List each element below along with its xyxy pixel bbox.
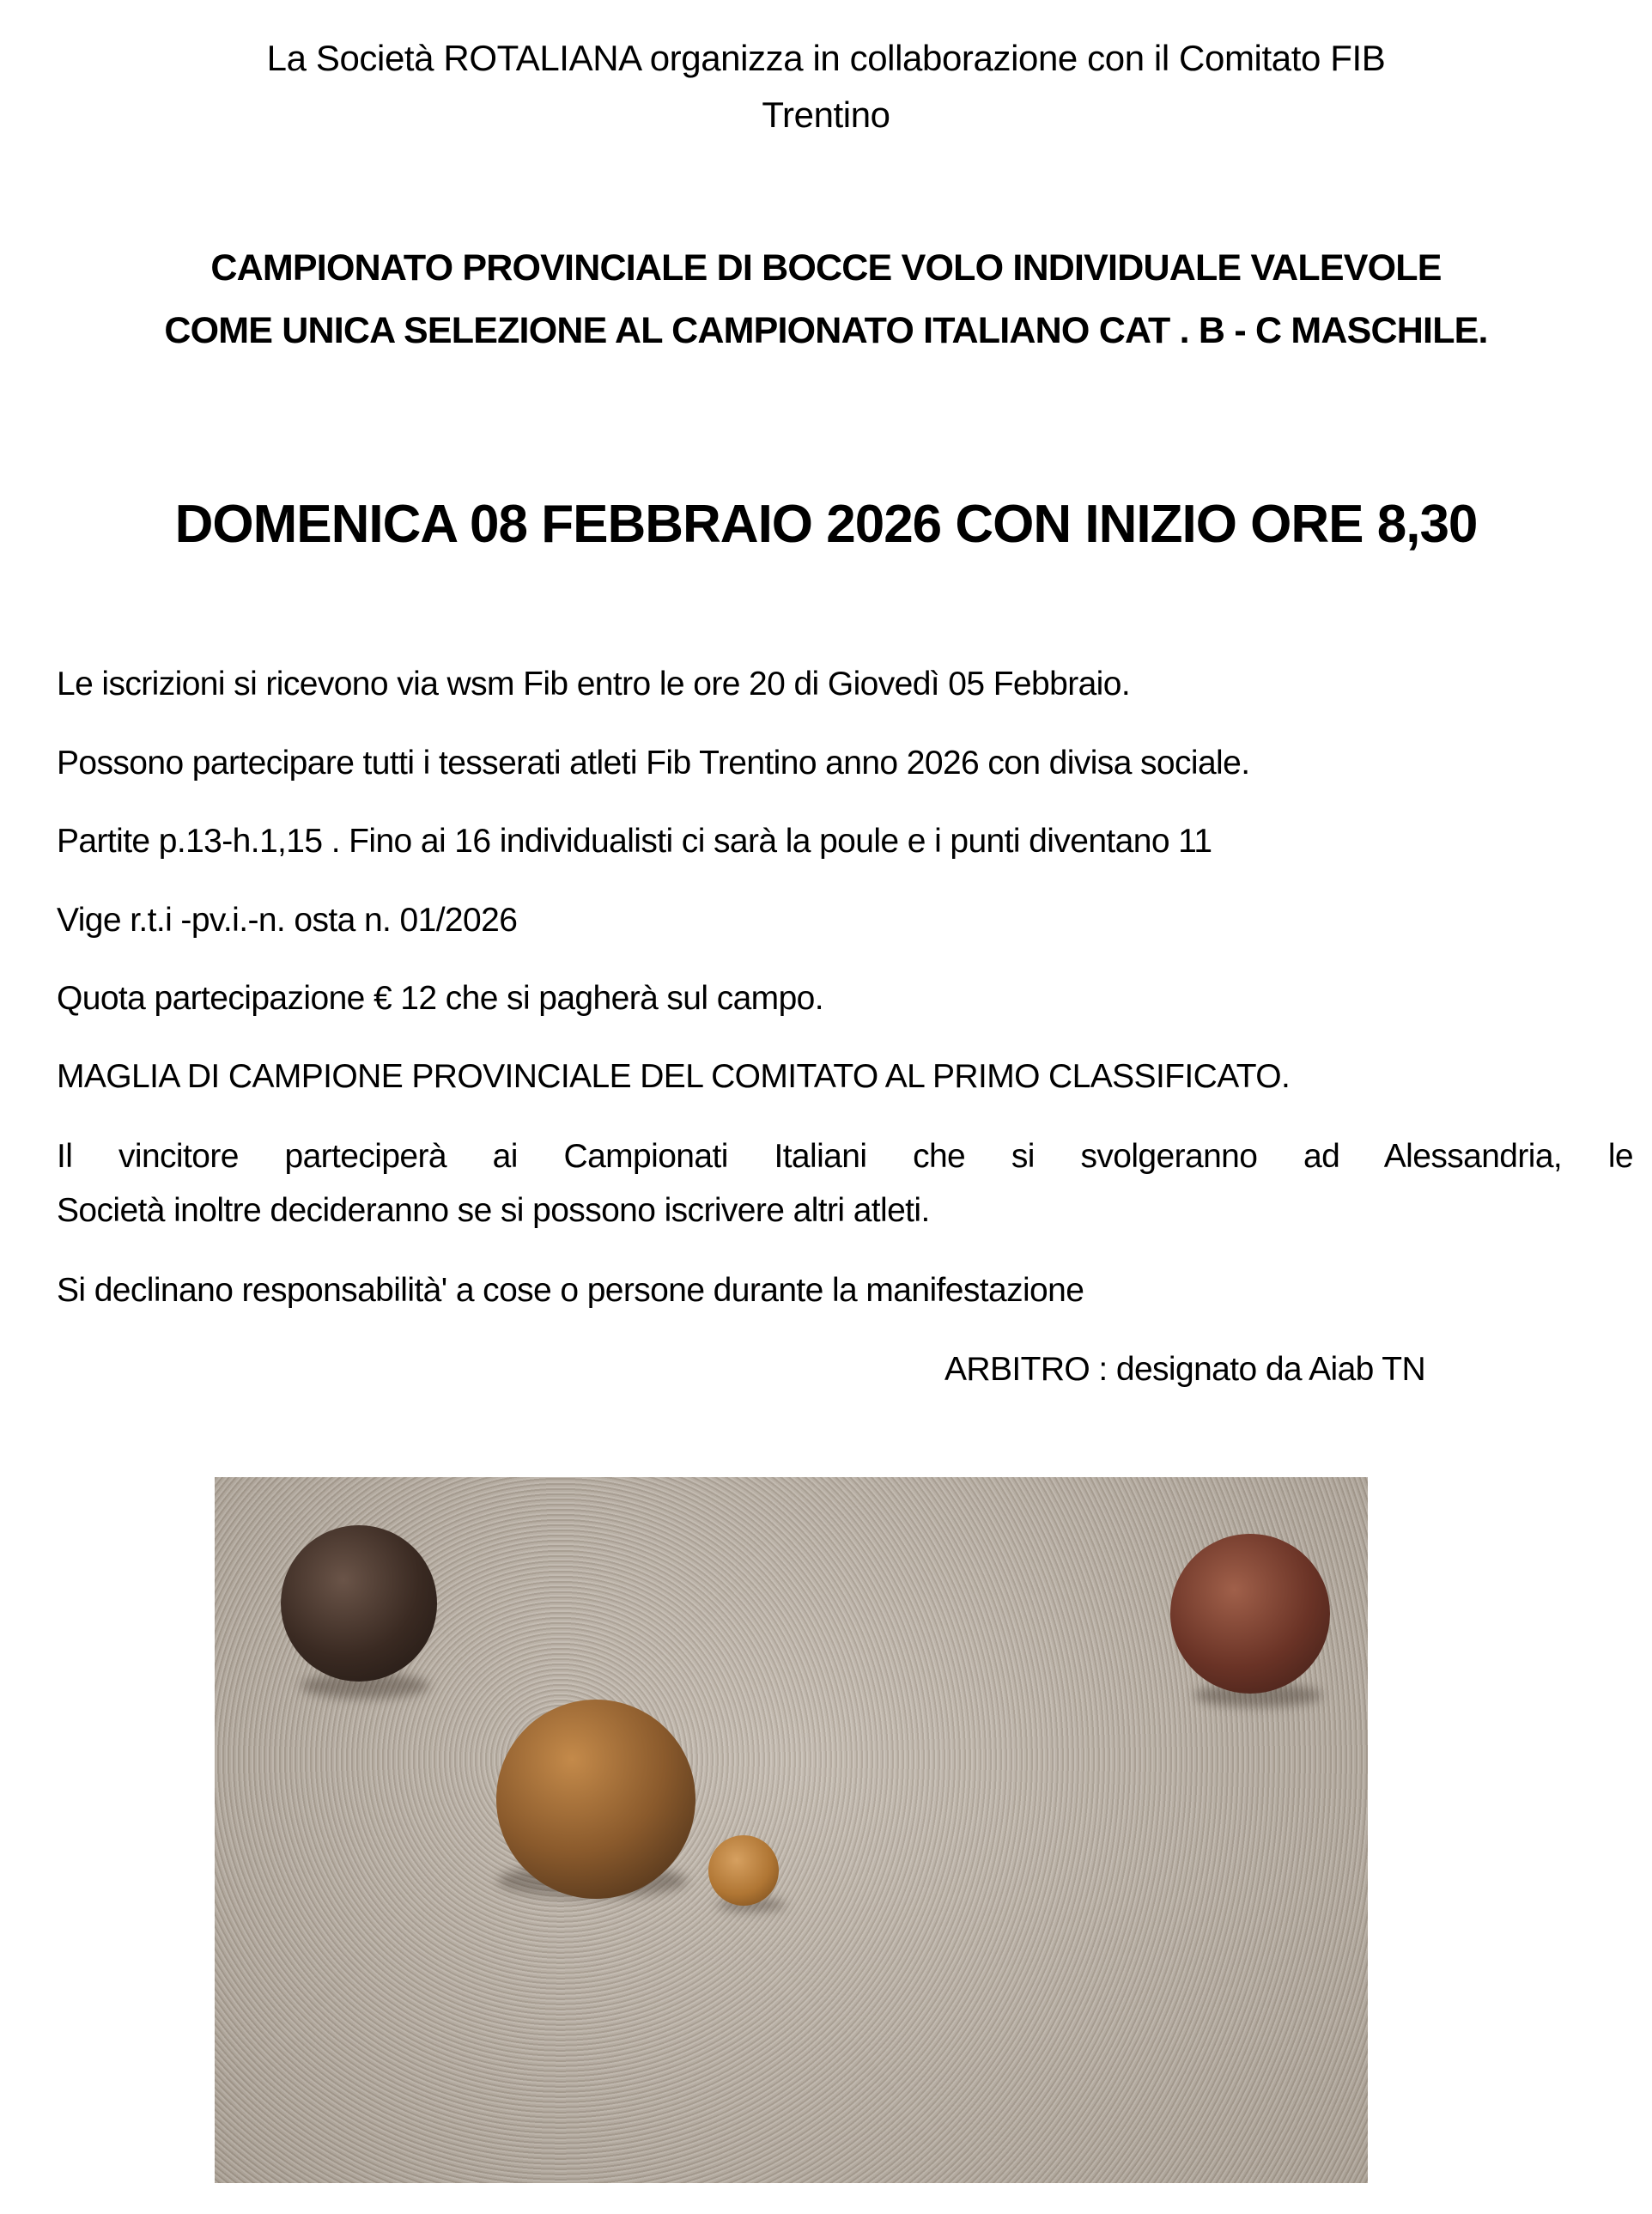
jersey-text: MAGLIA DI CAMPIONE PROVINCIALE DEL COMITATO AL PRIMO CLASSIFICATO.: [57, 1058, 1291, 1095]
disclaimer-text: Si declinano responsabilità' a cose o persone durante la manifestazione: [57, 1272, 1084, 1309]
header-line-1: La Società ROTALIANA organizza in collaborazione con il Comitato FIB: [266, 38, 1386, 78]
header-line-2: Trentino: [762, 94, 890, 135]
regulation-text: Vige r.t.i -pv.i.-n. osta n. 01/2026: [57, 902, 518, 939]
bocce-photo: [215, 1477, 1368, 2183]
winner-text-2: Società inoltre decideranno se si possono iscrivere altri atleti.: [57, 1192, 930, 1229]
referee-text: ARBITRO : designato da Aiab TN: [944, 1351, 1426, 1388]
title-line-1: CAMPIONATO PROVINCIALE DI BOCCE VOLO INDIVIDUALE VALEVOLE: [210, 247, 1442, 289]
match-format-text: Partite p.13-h.1,15 . Fino ai 16 individualisti ci sarà la poule e i punti diventano 11: [57, 823, 1212, 860]
eligibility-text: Possono partecipare tutti i tesserati atleti Fib Trentino anno 2026 con divisa sociale.: [57, 745, 1250, 782]
registration-text: Le iscrizioni si ricevono via wsm Fib entro le ore 20 di Giovedì 05 Febbraio.: [57, 666, 1131, 703]
bocce-ball-red: [1170, 1534, 1330, 1694]
fee-text: Quota partecipazione € 12 che si pagherà sul campo.: [57, 980, 823, 1017]
winner-text-1: Il vincitore parteciperà ai Campionati Italiani che si svolgeranno ad Alessandria, le: [57, 1138, 1633, 1175]
bocce-ball-dark: [281, 1525, 437, 1682]
date-heading: DOMENICA 08 FEBBRAIO 2026 CON INIZIO ORE 8,30: [174, 495, 1478, 554]
jack-ball: [708, 1835, 779, 1906]
title-line-2: COME UNICA SELEZIONE AL CAMPIONATO ITALIANO CAT . B - C MASCHILE.: [164, 310, 1488, 351]
bocce-ball-bronze: [496, 1700, 695, 1899]
